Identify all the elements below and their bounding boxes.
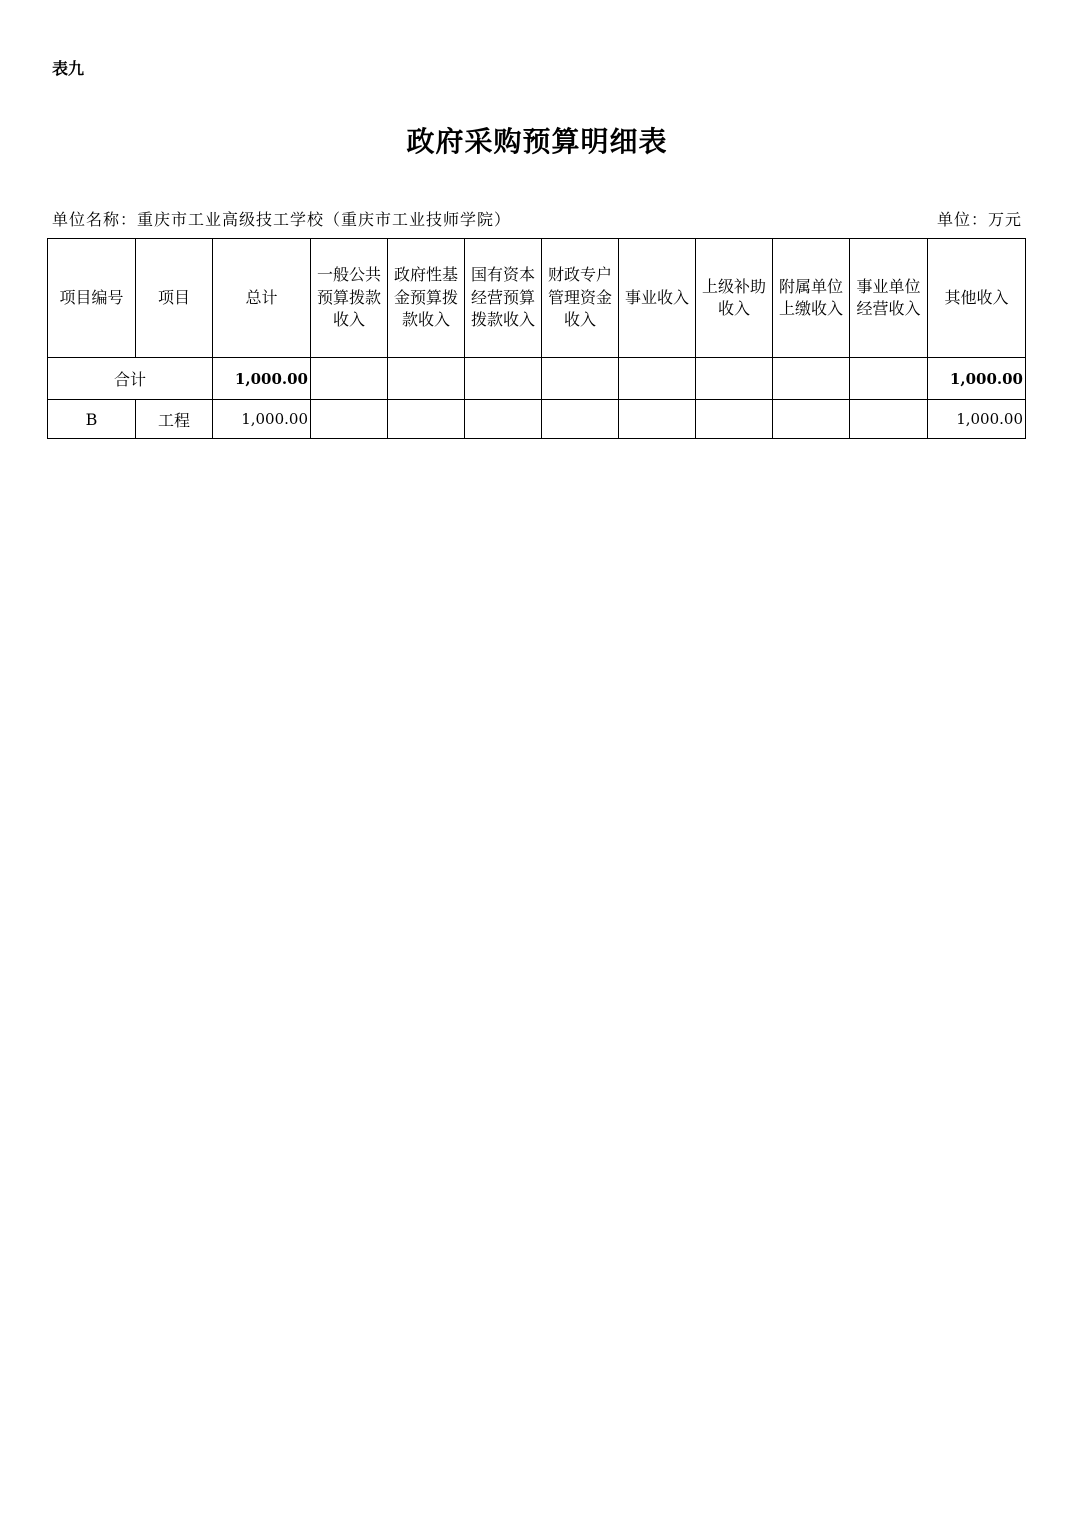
row-total: 1,000.00: [213, 400, 311, 439]
empty-cell: [696, 400, 773, 439]
procurement-budget-table: [47, 238, 1026, 439]
empty-cell: [311, 400, 388, 439]
empty-cell: [388, 358, 465, 400]
empty-cell: [311, 358, 388, 400]
empty-cell: [850, 400, 928, 439]
total-value: 1,000.00: [213, 358, 311, 400]
header-row: [48, 239, 1026, 358]
header-superior-subsidy: 上级补助收入: [696, 239, 773, 358]
empty-cell: [773, 400, 850, 439]
table-row: [48, 400, 1026, 439]
empty-cell: [850, 358, 928, 400]
row-code: B: [48, 400, 136, 439]
total-label: 合计: [48, 358, 213, 400]
page-title: 政府采购预算明细表: [406, 125, 668, 158]
row-item: 工程: [136, 400, 213, 439]
empty-cell: [542, 358, 619, 400]
header-general-public: 一般公共预算拨款收入: [311, 239, 388, 358]
empty-cell: [465, 400, 542, 439]
empty-cell: [619, 400, 696, 439]
empty-cell: [773, 358, 850, 400]
unit-name: 单位名称：重庆市工业高级技工学校（重庆市工业技师学院）: [52, 210, 512, 229]
empty-cell: [388, 400, 465, 439]
table-number: 表九: [52, 59, 85, 78]
header-gov-fund: 政府性基金预算拨款收入: [388, 239, 465, 358]
header-business-operation: 事业单位经营收入: [850, 239, 928, 358]
header-item: 项目: [136, 239, 213, 358]
empty-cell: [465, 358, 542, 400]
empty-cell: [619, 358, 696, 400]
header-state-capital: 国有资本经营预算拨款收入: [465, 239, 542, 358]
unit-label: 单位：万元: [936, 210, 1022, 229]
header-subsidiary-turnover: 附属单位上缴收入: [773, 239, 850, 358]
empty-cell: [696, 358, 773, 400]
header-other-income: 其他收入: [928, 239, 1026, 358]
total-other-income: 1,000.00: [928, 358, 1026, 400]
row-other-income: 1,000.00: [928, 400, 1026, 439]
header-business-income: 事业收入: [619, 239, 696, 358]
empty-cell: [542, 400, 619, 439]
total-row: [48, 358, 1026, 400]
header-total: 总计: [213, 239, 311, 358]
header-code: 项目编号: [48, 239, 136, 358]
header-special-account: 财政专户管理资金收入: [542, 239, 619, 358]
